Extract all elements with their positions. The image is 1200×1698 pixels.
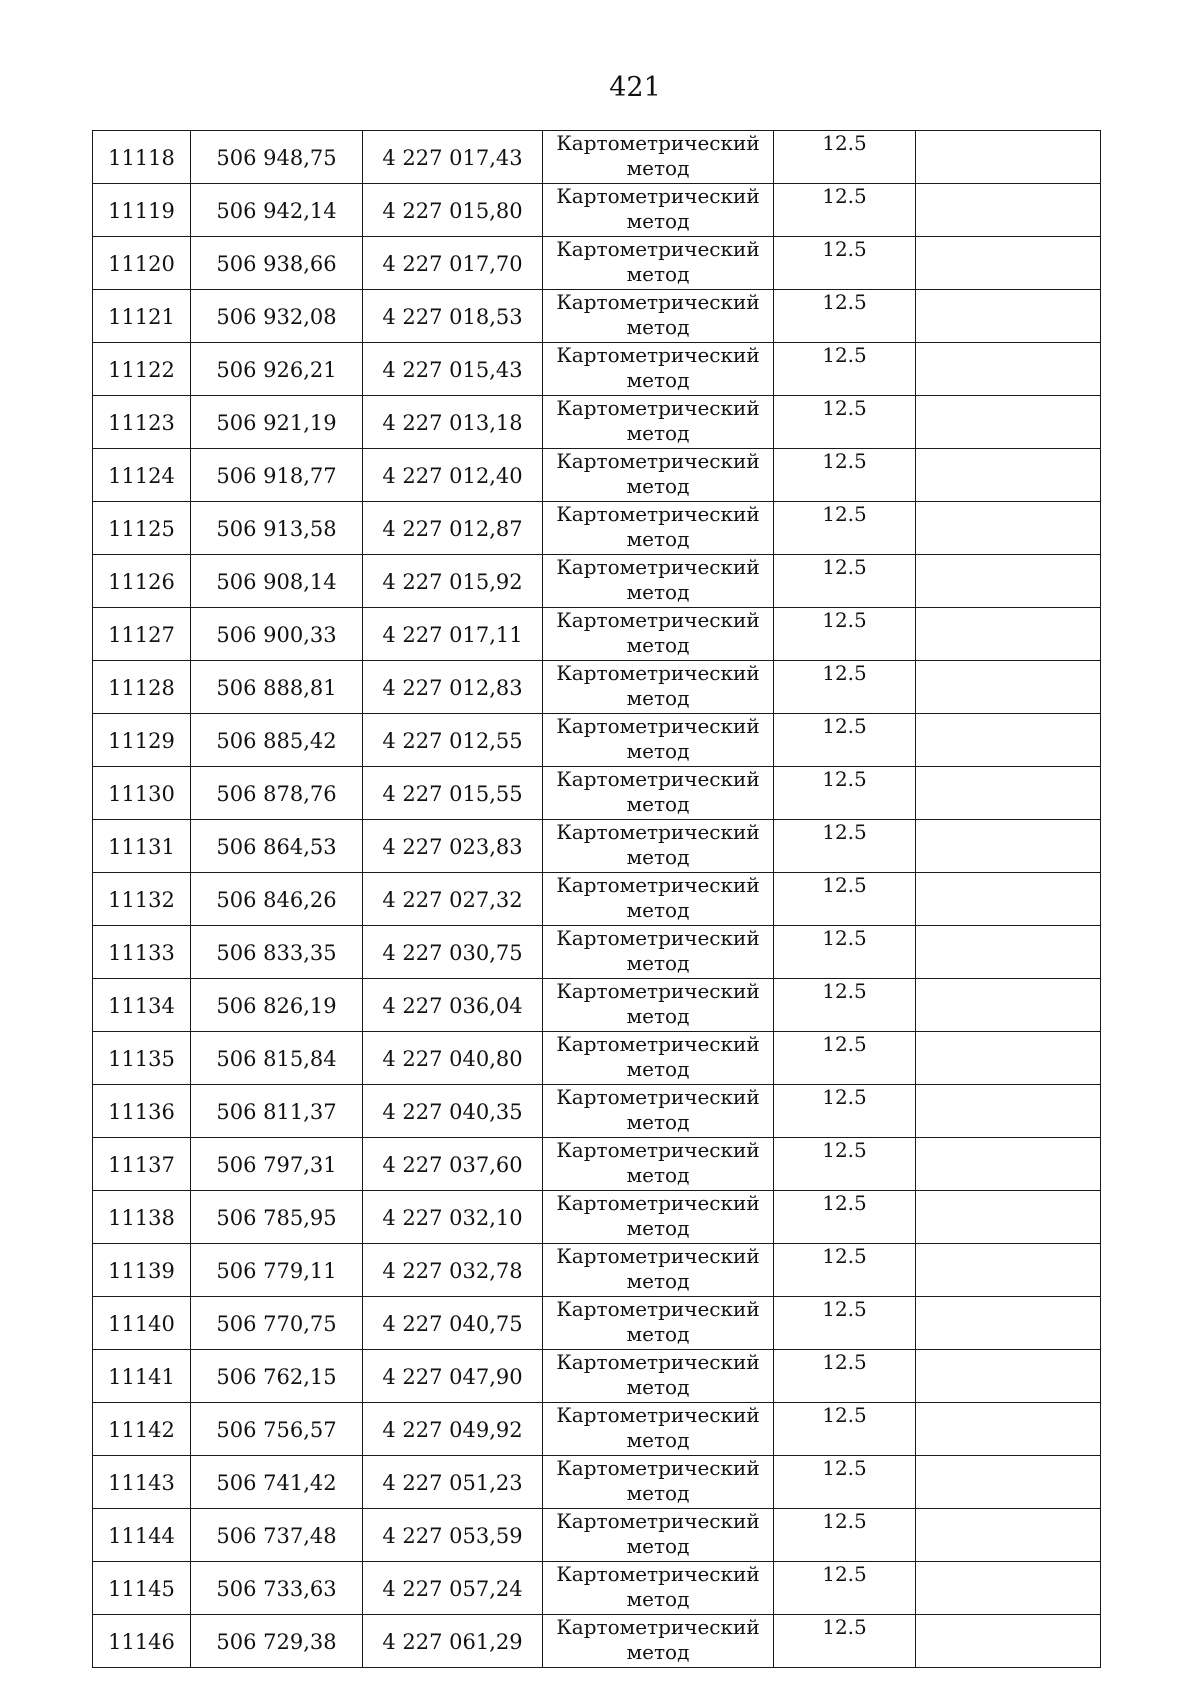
point-number-cell: 11128 (93, 661, 191, 714)
coordinate-y-cell: 4 227 012,83 (363, 661, 543, 714)
point-number-cell: 11138 (93, 1191, 191, 1244)
coordinate-x-cell: 506 900,33 (191, 608, 363, 661)
coordinate-y-cell: 4 227 040,75 (363, 1297, 543, 1350)
method-cell: Картометрический метод (543, 1138, 774, 1191)
precision-cell: 12.5 (774, 184, 916, 237)
point-number-cell: 11122 (93, 343, 191, 396)
coordinate-x-cell: 506 932,08 (191, 290, 363, 343)
point-number-cell: 11140 (93, 1297, 191, 1350)
coordinate-x-cell: 506 756,57 (191, 1403, 363, 1456)
point-number-cell: 11130 (93, 767, 191, 820)
coordinate-x-cell: 506 864,53 (191, 820, 363, 873)
point-number-cell: 11129 (93, 714, 191, 767)
precision-cell: 12.5 (774, 661, 916, 714)
description-cell (916, 343, 1101, 396)
coordinate-x-cell: 506 741,42 (191, 1456, 363, 1509)
coordinate-y-cell: 4 227 012,87 (363, 502, 543, 555)
description-cell (916, 1244, 1101, 1297)
description-cell (916, 396, 1101, 449)
description-cell (916, 873, 1101, 926)
precision-cell: 12.5 (774, 502, 916, 555)
coordinate-x-cell: 506 785,95 (191, 1191, 363, 1244)
table-row (93, 1562, 1101, 1615)
point-number-cell: 11124 (93, 449, 191, 502)
coordinate-x-cell: 506 948,75 (191, 131, 363, 184)
precision-cell: 12.5 (774, 820, 916, 873)
method-cell: Картометрический метод (543, 608, 774, 661)
method-cell: Картометрический метод (543, 449, 774, 502)
precision-cell: 12.5 (774, 1562, 916, 1615)
coordinate-x-cell: 506 846,26 (191, 873, 363, 926)
coordinate-y-cell: 4 227 040,35 (363, 1085, 543, 1138)
coordinate-x-cell: 506 733,63 (191, 1562, 363, 1615)
coordinate-x-cell: 506 913,58 (191, 502, 363, 555)
method-cell: Картометрический метод (543, 926, 774, 979)
precision-cell: 12.5 (774, 1138, 916, 1191)
coordinate-y-cell: 4 227 032,78 (363, 1244, 543, 1297)
coordinate-y-cell: 4 227 015,43 (363, 343, 543, 396)
coordinate-x-cell: 506 737,48 (191, 1509, 363, 1562)
description-cell (916, 1403, 1101, 1456)
description-cell (916, 555, 1101, 608)
coordinates-table-body (93, 131, 1101, 1668)
coordinate-y-cell: 4 227 015,55 (363, 767, 543, 820)
description-cell (916, 449, 1101, 502)
table-row (93, 714, 1101, 767)
coordinate-y-cell: 4 227 037,60 (363, 1138, 543, 1191)
point-number-cell: 11125 (93, 502, 191, 555)
description-cell (916, 1191, 1101, 1244)
point-number-cell: 11144 (93, 1509, 191, 1562)
table-row (93, 820, 1101, 873)
method-cell: Картометрический метод (543, 1244, 774, 1297)
precision-cell: 12.5 (774, 714, 916, 767)
description-cell (916, 767, 1101, 820)
description-cell (916, 184, 1101, 237)
table-row (93, 979, 1101, 1032)
coordinate-x-cell: 506 888,81 (191, 661, 363, 714)
method-cell: Картометрический метод (543, 343, 774, 396)
coordinate-x-cell: 506 833,35 (191, 926, 363, 979)
description-cell (916, 502, 1101, 555)
coordinate-y-cell: 4 227 015,92 (363, 555, 543, 608)
page-number: 421 (609, 72, 661, 103)
coordinate-x-cell: 506 921,19 (191, 396, 363, 449)
precision-cell: 12.5 (774, 926, 916, 979)
point-number-cell: 11135 (93, 1032, 191, 1085)
precision-cell: 12.5 (774, 343, 916, 396)
point-number-cell: 11134 (93, 979, 191, 1032)
point-number-cell: 11126 (93, 555, 191, 608)
precision-cell: 12.5 (774, 608, 916, 661)
point-number-cell: 11118 (93, 131, 191, 184)
point-number-cell: 11131 (93, 820, 191, 873)
table-row (93, 1456, 1101, 1509)
description-cell (916, 661, 1101, 714)
method-cell: Картометрический метод (543, 1297, 774, 1350)
coordinate-y-cell: 4 227 013,18 (363, 396, 543, 449)
point-number-cell: 11133 (93, 926, 191, 979)
precision-cell: 12.5 (774, 1191, 916, 1244)
coordinate-y-cell: 4 227 032,10 (363, 1191, 543, 1244)
method-cell: Картометрический метод (543, 767, 774, 820)
coordinate-x-cell: 506 938,66 (191, 237, 363, 290)
method-cell: Картометрический метод (543, 979, 774, 1032)
method-cell: Картометрический метод (543, 555, 774, 608)
precision-cell: 12.5 (774, 1297, 916, 1350)
description-cell (916, 1350, 1101, 1403)
precision-cell: 12.5 (774, 873, 916, 926)
coordinate-y-cell: 4 227 018,53 (363, 290, 543, 343)
description-cell (916, 1085, 1101, 1138)
point-number-cell: 11139 (93, 1244, 191, 1297)
coordinate-x-cell: 506 811,37 (191, 1085, 363, 1138)
point-number-cell: 11132 (93, 873, 191, 926)
table-row (93, 1085, 1101, 1138)
description-cell (916, 1032, 1101, 1085)
coordinate-x-cell: 506 797,31 (191, 1138, 363, 1191)
precision-cell: 12.5 (774, 1085, 916, 1138)
coordinate-x-cell: 506 770,75 (191, 1297, 363, 1350)
method-cell: Картометрический метод (543, 661, 774, 714)
description-cell (916, 1562, 1101, 1615)
coordinate-x-cell: 506 729,38 (191, 1615, 363, 1668)
method-cell: Картометрический метод (543, 502, 774, 555)
precision-cell: 12.5 (774, 449, 916, 502)
coordinate-y-cell: 4 227 017,70 (363, 237, 543, 290)
coordinate-x-cell: 506 885,42 (191, 714, 363, 767)
method-cell: Картометрический метод (543, 1562, 774, 1615)
point-number-cell: 11143 (93, 1456, 191, 1509)
table-row (93, 290, 1101, 343)
description-cell (916, 926, 1101, 979)
method-cell: Картометрический метод (543, 184, 774, 237)
point-number-cell: 11145 (93, 1562, 191, 1615)
method-cell: Картометрический метод (543, 1085, 774, 1138)
coordinate-x-cell: 506 942,14 (191, 184, 363, 237)
description-cell (916, 1138, 1101, 1191)
table-row (93, 1350, 1101, 1403)
description-cell (916, 1297, 1101, 1350)
precision-cell: 12.5 (774, 767, 916, 820)
coordinate-y-cell: 4 227 051,23 (363, 1456, 543, 1509)
description-cell (916, 1509, 1101, 1562)
coordinate-y-cell: 4 227 053,59 (363, 1509, 543, 1562)
description-cell (916, 820, 1101, 873)
coordinate-x-cell: 506 762,15 (191, 1350, 363, 1403)
coordinates-table (92, 130, 1101, 1668)
method-cell: Картометрический метод (543, 820, 774, 873)
method-cell: Картометрический метод (543, 290, 774, 343)
table-row (93, 1297, 1101, 1350)
precision-cell: 12.5 (774, 1509, 916, 1562)
table-row (93, 1032, 1101, 1085)
precision-cell: 12.5 (774, 396, 916, 449)
table-row (93, 873, 1101, 926)
description-cell (916, 608, 1101, 661)
table-row (93, 608, 1101, 661)
coordinate-x-cell: 506 878,76 (191, 767, 363, 820)
description-cell (916, 131, 1101, 184)
point-number-cell: 11119 (93, 184, 191, 237)
table-row (93, 661, 1101, 714)
point-number-cell: 11123 (93, 396, 191, 449)
coordinate-y-cell: 4 227 061,29 (363, 1615, 543, 1668)
point-number-cell: 11121 (93, 290, 191, 343)
table-row (93, 926, 1101, 979)
precision-cell: 12.5 (774, 290, 916, 343)
method-cell: Картометрический метод (543, 237, 774, 290)
description-cell (916, 237, 1101, 290)
precision-cell: 12.5 (774, 1456, 916, 1509)
coordinate-x-cell: 506 908,14 (191, 555, 363, 608)
table-row (93, 1138, 1101, 1191)
description-cell (916, 290, 1101, 343)
method-cell: Картометрический метод (543, 1509, 774, 1562)
precision-cell: 12.5 (774, 131, 916, 184)
method-cell: Картометрический метод (543, 873, 774, 926)
coordinate-y-cell: 4 227 012,40 (363, 449, 543, 502)
precision-cell: 12.5 (774, 1244, 916, 1297)
table-row (93, 396, 1101, 449)
point-number-cell: 11120 (93, 237, 191, 290)
precision-cell: 12.5 (774, 1615, 916, 1668)
table-row (93, 184, 1101, 237)
method-cell: Картометрический метод (543, 1456, 774, 1509)
precision-cell: 12.5 (774, 979, 916, 1032)
table-row (93, 555, 1101, 608)
table-row (93, 767, 1101, 820)
coordinate-y-cell: 4 227 036,04 (363, 979, 543, 1032)
description-cell (916, 1615, 1101, 1668)
coordinate-x-cell: 506 779,11 (191, 1244, 363, 1297)
point-number-cell: 11127 (93, 608, 191, 661)
coordinate-x-cell: 506 926,21 (191, 343, 363, 396)
coordinate-y-cell: 4 227 049,92 (363, 1403, 543, 1456)
precision-cell: 12.5 (774, 555, 916, 608)
table-row (93, 237, 1101, 290)
method-cell: Картометрический метод (543, 1615, 774, 1668)
table-row (93, 1509, 1101, 1562)
table-row (93, 1615, 1101, 1668)
precision-cell: 12.5 (774, 1403, 916, 1456)
coordinate-x-cell: 506 826,19 (191, 979, 363, 1032)
precision-cell: 12.5 (774, 237, 916, 290)
precision-cell: 12.5 (774, 1032, 916, 1085)
coordinate-y-cell: 4 227 047,90 (363, 1350, 543, 1403)
method-cell: Картометрический метод (543, 1350, 774, 1403)
description-cell (916, 1456, 1101, 1509)
description-cell (916, 979, 1101, 1032)
coordinate-y-cell: 4 227 023,83 (363, 820, 543, 873)
point-number-cell: 11146 (93, 1615, 191, 1668)
table-row (93, 131, 1101, 184)
table-row (93, 343, 1101, 396)
method-cell: Картометрический метод (543, 714, 774, 767)
coordinate-y-cell: 4 227 030,75 (363, 926, 543, 979)
table-row (93, 1403, 1101, 1456)
coordinate-x-cell: 506 918,77 (191, 449, 363, 502)
table-row (93, 1191, 1101, 1244)
method-cell: Картометрический метод (543, 1403, 774, 1456)
coordinate-y-cell: 4 227 027,32 (363, 873, 543, 926)
coordinate-x-cell: 506 815,84 (191, 1032, 363, 1085)
coordinate-y-cell: 4 227 057,24 (363, 1562, 543, 1615)
coordinate-y-cell: 4 227 040,80 (363, 1032, 543, 1085)
table-row (93, 502, 1101, 555)
table-row (93, 1244, 1101, 1297)
table-row (93, 449, 1101, 502)
point-number-cell: 11137 (93, 1138, 191, 1191)
point-number-cell: 11136 (93, 1085, 191, 1138)
coordinate-y-cell: 4 227 015,80 (363, 184, 543, 237)
method-cell: Картометрический метод (543, 1191, 774, 1244)
coordinate-y-cell: 4 227 017,43 (363, 131, 543, 184)
description-cell (916, 714, 1101, 767)
point-number-cell: 11141 (93, 1350, 191, 1403)
point-number-cell: 11142 (93, 1403, 191, 1456)
coordinate-y-cell: 4 227 012,55 (363, 714, 543, 767)
method-cell: Картометрический метод (543, 396, 774, 449)
coordinate-y-cell: 4 227 017,11 (363, 608, 543, 661)
method-cell: Картометрический метод (543, 131, 774, 184)
precision-cell: 12.5 (774, 1350, 916, 1403)
method-cell: Картометрический метод (543, 1032, 774, 1085)
